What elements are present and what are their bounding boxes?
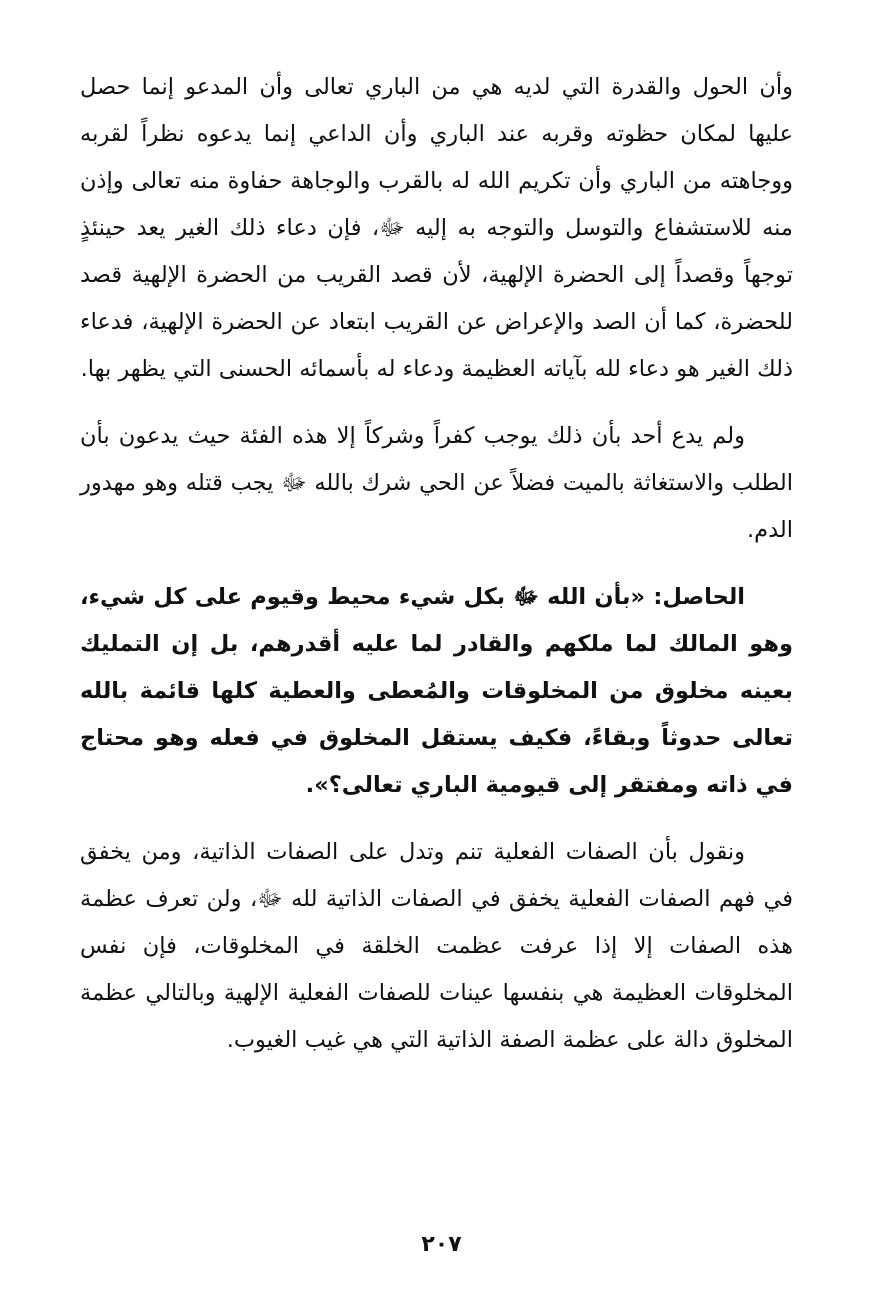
summary-quote: «بأن الله ﷻ بكل شيء محيط وقيوم على كل شيء، وهو المالك لما ملكهم والقادر لما عليه أقدرهم، بل إن التمليك بعينه مخلوق من المخلوقات والمُعطى والعطية كلها قائمة بالله تعالى حدوثاً وبقاءً، فكيف يستقل المخلوق في فعله وهو محتاج في ذاته ومفتقر إلى قيومية الباري تعالى؟». — [80, 584, 793, 798]
paragraph-1: وأن الحول والقدرة التي لديه هي من الباري تعالى وأن المدعو إنما حصل عليها لمكان حظوته وقربه عند الباري وأن الداعي إنما يدعوه نظراً لقربه ووجاهته من الباري وأن تكريم الله له بالقرب والوجاهة حفاوة منه تعالى وإذن منه للاستشفاع والتوسل والتوجه به إليه ﷻ، فإن دعاء ذلك الغير يعد حينئذٍ توجهاً وقصداً إلى الحضرة الإلهية، لأن قصد القريب من الحضرة الإلهية قصد للحضرة، كما أن الصد والإعراض عن القريب ابتعاد عن الحضرة الإلهية، فدعاء ذلك الغير هو دعاء لله بآياته العظيمة ودعاء له بأسمائه الحسنى التي يظهر بها. — [80, 74, 793, 382]
paragraph-2: ولم يدع أحد بأن ذلك يوجب كفراً وشركاً إلا هذه الفئة حيث يدعون بأن الطلب والاستغاثة بالميت فضلاً عن الحي شرك بالله ﷻ يجب قتله وهو مهدور الدم. — [80, 423, 793, 543]
page-body — [80, 64, 793, 1064]
paragraph-4: ونقول بأن الصفات الفعلية تنم وتدل على الصفات الذاتية، ومن يخفق في فهم الصفات الفعلية يخفق في الصفات الذاتية لله ﷻ، ولن تعرف عظمة هذه الصفات إلا إذا عرفت عظمت الخلقة في المخلوقات، فإن نفس المخلوقات العظيمة هي بنفسها عينات للصفات الفعلية الإلهية وبالتالي عظمة المخلوق دالة على عظمة الصفة الذاتية التي هي غيب الغيوب. — [80, 839, 793, 1053]
summary-paragraph — [80, 574, 793, 809]
page-number: ٢٠٧ — [421, 1232, 462, 1257]
summary-label: الحاصل: — [653, 584, 745, 610]
